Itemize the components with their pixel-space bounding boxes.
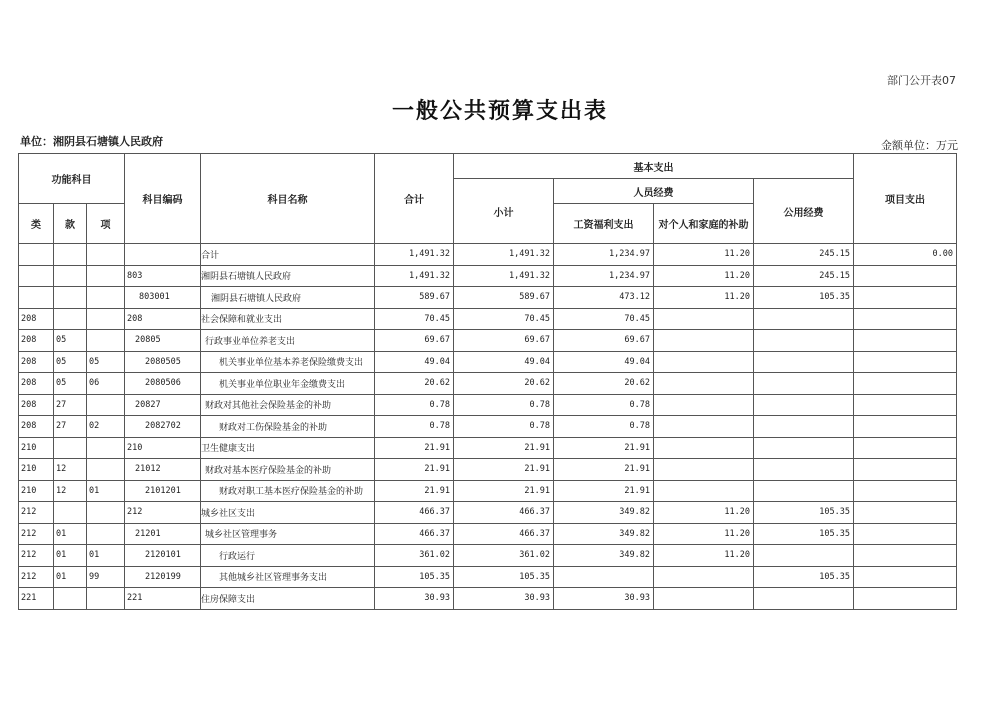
cell-lei: 221 [19, 588, 54, 610]
cell-public-funds: 245.15 [754, 244, 854, 266]
header-personnel: 人员经费 [554, 179, 754, 204]
header-total: 合计 [375, 154, 454, 244]
cell-total: 20.62 [375, 373, 454, 395]
table-row [19, 351, 957, 373]
cell-xiang [87, 330, 125, 352]
cell-lei: 212 [19, 566, 54, 588]
cell-subsidy [654, 416, 754, 438]
form-code: 部门公开表07 [887, 74, 956, 87]
cell-salary: 1,234.97 [554, 244, 654, 266]
header-subject-name: 科目名称 [201, 154, 375, 244]
cell-subject-name: 住房保障支出 [201, 588, 375, 610]
cell-public-funds [754, 416, 854, 438]
cell-salary: 49.04 [554, 351, 654, 373]
budget-table [18, 153, 957, 610]
table-row [19, 265, 957, 287]
cell-xiang: 05 [87, 351, 125, 373]
cell-subtotal: 49.04 [454, 351, 554, 373]
amount-unit: 金额单位：万元 [881, 139, 958, 152]
table-row [19, 416, 957, 438]
cell-salary: 30.93 [554, 588, 654, 610]
table-row [19, 566, 957, 588]
cell-public-funds: 105.35 [754, 523, 854, 545]
cell-project [854, 351, 957, 373]
cell-subsidy: 11.20 [654, 265, 754, 287]
table-row [19, 287, 957, 309]
cell-subsidy [654, 394, 754, 416]
cell-project: 0.00 [854, 244, 957, 266]
cell-subject-name: 其他城乡社区管理事务支出 [201, 566, 375, 588]
cell-lei: 208 [19, 351, 54, 373]
cell-kuan: 12 [54, 459, 87, 481]
cell-project [854, 588, 957, 610]
cell-subtotal: 21.91 [454, 437, 554, 459]
cell-subject-code [125, 244, 201, 266]
cell-xiang [87, 287, 125, 309]
cell-subject-code: 20827 [125, 394, 201, 416]
cell-subject-name: 行政事业单位养老支出 [201, 330, 375, 352]
cell-total: 1,491.32 [375, 244, 454, 266]
header-func-subject: 功能科目 [19, 154, 125, 204]
cell-public-funds [754, 588, 854, 610]
cell-total: 21.91 [375, 459, 454, 481]
cell-lei: 210 [19, 459, 54, 481]
cell-subtotal: 105.35 [454, 566, 554, 588]
cell-subject-name: 行政运行 [201, 545, 375, 567]
cell-kuan [54, 588, 87, 610]
cell-subsidy [654, 373, 754, 395]
cell-subject-name: 湘阴县石塘镇人民政府 [201, 287, 375, 309]
cell-salary: 21.91 [554, 437, 654, 459]
cell-project [854, 502, 957, 524]
cell-kuan [54, 502, 87, 524]
cell-project [854, 308, 957, 330]
cell-subject-code: 2082702 [125, 416, 201, 438]
cell-subtotal: 466.37 [454, 502, 554, 524]
cell-xiang: 01 [87, 480, 125, 502]
table-row [19, 394, 957, 416]
cell-xiang: 06 [87, 373, 125, 395]
cell-project [854, 437, 957, 459]
cell-public-funds [754, 459, 854, 481]
cell-kuan: 27 [54, 394, 87, 416]
cell-subject-name: 社会保障和就业支出 [201, 308, 375, 330]
cell-total: 361.02 [375, 545, 454, 567]
cell-subject-name: 卫生健康支出 [201, 437, 375, 459]
cell-subtotal: 70.45 [454, 308, 554, 330]
cell-xiang [87, 265, 125, 287]
table-row [19, 373, 957, 395]
cell-total: 105.35 [375, 566, 454, 588]
cell-lei [19, 287, 54, 309]
cell-kuan: 12 [54, 480, 87, 502]
cell-public-funds [754, 308, 854, 330]
cell-xiang [87, 244, 125, 266]
cell-subtotal: 69.67 [454, 330, 554, 352]
cell-xiang: 99 [87, 566, 125, 588]
page-title: 一般公共预算支出表 [391, 98, 608, 124]
header-public-funds: 公用经费 [754, 179, 854, 244]
cell-salary: 349.82 [554, 523, 654, 545]
cell-subject-code: 2101201 [125, 480, 201, 502]
cell-total: 69.67 [375, 330, 454, 352]
header-lei: 类 [19, 204, 54, 244]
cell-public-funds [754, 373, 854, 395]
cell-kuan: 05 [54, 330, 87, 352]
cell-subsidy [654, 351, 754, 373]
cell-salary: 0.78 [554, 394, 654, 416]
cell-kuan [54, 437, 87, 459]
cell-subject-code: 2120199 [125, 566, 201, 588]
cell-total: 70.45 [375, 308, 454, 330]
cell-kuan: 01 [54, 566, 87, 588]
cell-xiang [87, 308, 125, 330]
cell-kuan [54, 244, 87, 266]
cell-lei: 210 [19, 437, 54, 459]
cell-lei: 208 [19, 330, 54, 352]
cell-lei: 212 [19, 502, 54, 524]
cell-lei: 208 [19, 394, 54, 416]
cell-subject-code: 21012 [125, 459, 201, 481]
cell-subsidy: 11.20 [654, 545, 754, 567]
cell-lei: 212 [19, 523, 54, 545]
cell-subsidy: 11.20 [654, 502, 754, 524]
cell-xiang [87, 523, 125, 545]
table-row [19, 459, 957, 481]
cell-subject-code: 803001 [125, 287, 201, 309]
cell-subject-code: 21201 [125, 523, 201, 545]
cell-lei: 212 [19, 545, 54, 567]
header-kuan: 款 [54, 204, 87, 244]
cell-public-funds: 105.35 [754, 502, 854, 524]
cell-subject-code: 210 [125, 437, 201, 459]
cell-subsidy [654, 588, 754, 610]
cell-salary: 349.82 [554, 545, 654, 567]
table-row [19, 545, 957, 567]
table-row [19, 308, 957, 330]
cell-salary: 349.82 [554, 502, 654, 524]
cell-subject-name: 合计 [201, 244, 375, 266]
cell-kuan [54, 308, 87, 330]
cell-subject-code: 212 [125, 502, 201, 524]
cell-public-funds: 105.35 [754, 287, 854, 309]
cell-total: 21.91 [375, 437, 454, 459]
cell-project [854, 394, 957, 416]
cell-salary [554, 566, 654, 588]
cell-subtotal: 1,491.32 [454, 265, 554, 287]
cell-project [854, 330, 957, 352]
cell-total: 466.37 [375, 502, 454, 524]
cell-subsidy: 11.20 [654, 287, 754, 309]
cell-subsidy [654, 480, 754, 502]
cell-project [854, 523, 957, 545]
cell-kuan: 05 [54, 351, 87, 373]
header-subsidy: 对个人和家庭的补助 [654, 204, 754, 244]
cell-subject-code: 208 [125, 308, 201, 330]
cell-salary: 20.62 [554, 373, 654, 395]
cell-project [854, 480, 957, 502]
cell-subtotal: 30.93 [454, 588, 554, 610]
cell-xiang [87, 588, 125, 610]
table-row [19, 502, 957, 524]
cell-total: 589.67 [375, 287, 454, 309]
cell-subject-code: 2080505 [125, 351, 201, 373]
cell-subject-code: 803 [125, 265, 201, 287]
cell-public-funds: 245.15 [754, 265, 854, 287]
cell-public-funds [754, 480, 854, 502]
cell-salary: 473.12 [554, 287, 654, 309]
cell-subject-name: 财政对基本医疗保险基金的补助 [201, 459, 375, 481]
cell-project [854, 373, 957, 395]
cell-public-funds [754, 351, 854, 373]
cell-lei: 210 [19, 480, 54, 502]
cell-subject-code: 2120101 [125, 545, 201, 567]
cell-subsidy [654, 330, 754, 352]
cell-subject-code: 221 [125, 588, 201, 610]
table-row [19, 480, 957, 502]
cell-subtotal: 1,491.32 [454, 244, 554, 266]
cell-project [854, 459, 957, 481]
cell-subject-code: 20805 [125, 330, 201, 352]
cell-subtotal: 21.91 [454, 480, 554, 502]
cell-lei: 208 [19, 308, 54, 330]
cell-total: 1,491.32 [375, 265, 454, 287]
unit-label: 单位：湘阴县石塘镇人民政府 [20, 135, 163, 148]
cell-project [854, 416, 957, 438]
cell-subsidy [654, 459, 754, 481]
header-subtotal: 小计 [454, 179, 554, 244]
cell-project [854, 287, 957, 309]
cell-lei: 208 [19, 373, 54, 395]
cell-project [854, 265, 957, 287]
cell-subtotal: 20.62 [454, 373, 554, 395]
cell-subtotal: 466.37 [454, 523, 554, 545]
cell-subject-name: 财政对职工基本医疗保险基金的补助 [201, 480, 375, 502]
cell-total: 21.91 [375, 480, 454, 502]
cell-xiang [87, 437, 125, 459]
cell-subtotal: 361.02 [454, 545, 554, 567]
cell-public-funds [754, 437, 854, 459]
cell-total: 30.93 [375, 588, 454, 610]
cell-subject-name: 城乡社区支出 [201, 502, 375, 524]
cell-subject-name: 湘阴县石塘镇人民政府 [201, 265, 375, 287]
cell-subtotal: 0.78 [454, 394, 554, 416]
table-row [19, 523, 957, 545]
table-body [19, 244, 957, 610]
cell-xiang [87, 459, 125, 481]
cell-subject-name: 机关事业单位基本养老保险缴费支出 [201, 351, 375, 373]
cell-kuan: 27 [54, 416, 87, 438]
cell-lei [19, 244, 54, 266]
cell-salary: 21.91 [554, 480, 654, 502]
cell-lei: 208 [19, 416, 54, 438]
cell-subject-code: 2080506 [125, 373, 201, 395]
cell-salary: 69.67 [554, 330, 654, 352]
cell-subject-name: 财政对其他社会保险基金的补助 [201, 394, 375, 416]
cell-xiang: 02 [87, 416, 125, 438]
cell-total: 466.37 [375, 523, 454, 545]
header-salary-welfare: 工资福利支出 [554, 204, 654, 244]
cell-kuan: 05 [54, 373, 87, 395]
table-row [19, 330, 957, 352]
cell-xiang: 01 [87, 545, 125, 567]
cell-public-funds [754, 330, 854, 352]
cell-public-funds: 105.35 [754, 566, 854, 588]
cell-subtotal: 589.67 [454, 287, 554, 309]
header-subject-code: 科目编码 [125, 154, 201, 244]
cell-kuan [54, 287, 87, 309]
cell-subsidy: 11.20 [654, 523, 754, 545]
cell-public-funds [754, 545, 854, 567]
cell-project [854, 566, 957, 588]
header-project: 项目支出 [854, 154, 957, 244]
cell-xiang [87, 394, 125, 416]
cell-kuan: 01 [54, 545, 87, 567]
cell-subsidy [654, 566, 754, 588]
cell-subtotal: 0.78 [454, 416, 554, 438]
cell-subject-name: 城乡社区管理事务 [201, 523, 375, 545]
cell-xiang [87, 502, 125, 524]
cell-subsidy [654, 308, 754, 330]
header-basic-expenditure: 基本支出 [454, 154, 854, 179]
cell-subject-name: 机关事业单位职业年金缴费支出 [201, 373, 375, 395]
cell-subject-name: 财政对工伤保险基金的补助 [201, 416, 375, 438]
cell-salary: 0.78 [554, 416, 654, 438]
cell-kuan [54, 265, 87, 287]
cell-subsidy [654, 437, 754, 459]
cell-kuan: 01 [54, 523, 87, 545]
table-row [19, 244, 957, 266]
cell-salary: 70.45 [554, 308, 654, 330]
cell-subsidy: 11.20 [654, 244, 754, 266]
cell-salary: 1,234.97 [554, 265, 654, 287]
table-row [19, 437, 957, 459]
cell-total: 0.78 [375, 416, 454, 438]
cell-subtotal: 21.91 [454, 459, 554, 481]
cell-salary: 21.91 [554, 459, 654, 481]
cell-project [854, 545, 957, 567]
cell-total: 49.04 [375, 351, 454, 373]
cell-total: 0.78 [375, 394, 454, 416]
cell-public-funds [754, 394, 854, 416]
table-row [19, 588, 957, 610]
header-xiang: 项 [87, 204, 125, 244]
cell-lei [19, 265, 54, 287]
